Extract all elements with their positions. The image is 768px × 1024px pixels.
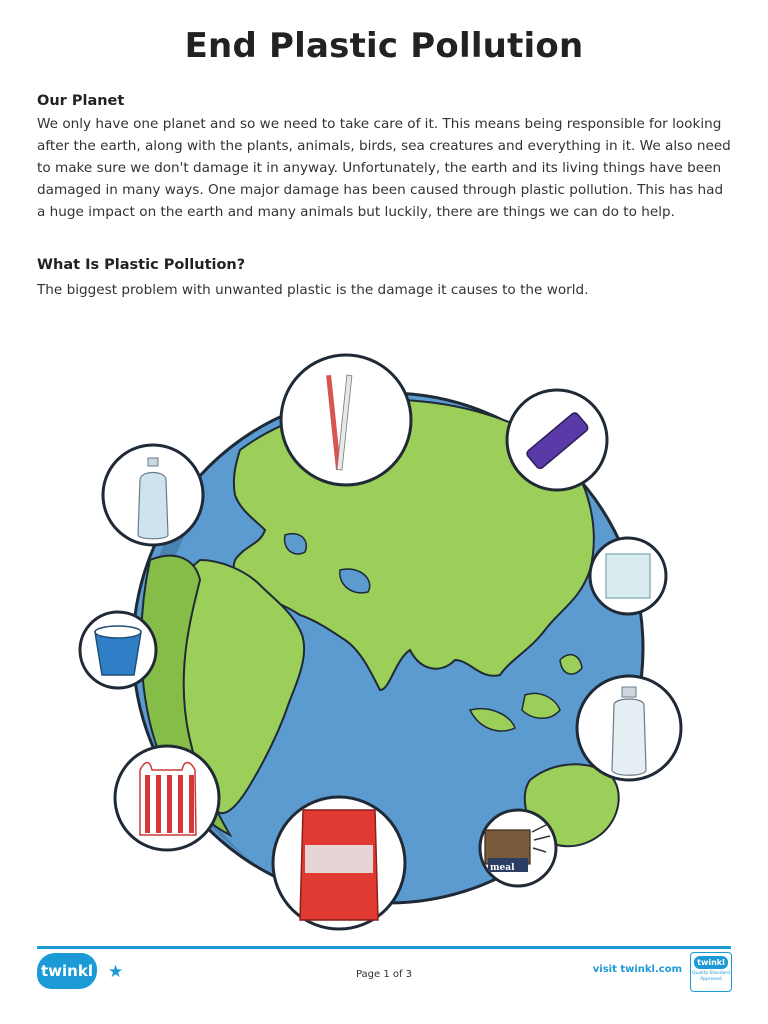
badge-logo-text: twinkl [694, 956, 728, 969]
section-heading-plastic-pollution: What Is Plastic Pollution? [37, 257, 246, 273]
straws-icon [281, 355, 411, 485]
section-text-plastic-pollution: The biggest problem with unwanted plastic is the damage it causes to the world. [37, 282, 589, 298]
visit-link[interactable]: visit twinkl.com [592, 964, 682, 975]
page-title: End Plastic Pollution [184, 26, 584, 66]
striped-bag-icon [115, 746, 219, 850]
section-text-our-planet: We only have one planet and so we need to take care of it. This means being responsible for looking after the earth, along with the plants, animals, birds, sea creatures and everything in it. We also need to make sure we don't damage it in anyway. Unfortunately, the earth and its living things have been damaged in many ways. One major damage has been caused through plastic pollution. This has had a huge impact on the earth and many animals but luckily, there are things we can do to help. [37, 116, 731, 220]
quality-badge-icon [690, 952, 732, 992]
badge-caption: Quality Standard Approved [692, 971, 730, 982]
section-heading-our-planet: Our Planet [37, 93, 125, 109]
plastic-bag-clear-icon [590, 538, 666, 614]
page-number: Page 1 of 3 [355, 969, 413, 980]
water-bottle-icon [577, 676, 681, 780]
crisp-packet-icon [273, 797, 405, 929]
footer-divider [37, 946, 731, 949]
meal-packaging-icon [480, 810, 556, 886]
meal-label: meal [490, 863, 515, 873]
plastic-bottle-small-icon [103, 445, 203, 545]
twinkl-logo: twinkl [37, 953, 97, 989]
star-icon: ★ [108, 962, 124, 982]
plastic-cup-icon [80, 612, 156, 688]
wrapper-icon [507, 390, 607, 490]
earth-plastic-illustration [0, 330, 768, 940]
